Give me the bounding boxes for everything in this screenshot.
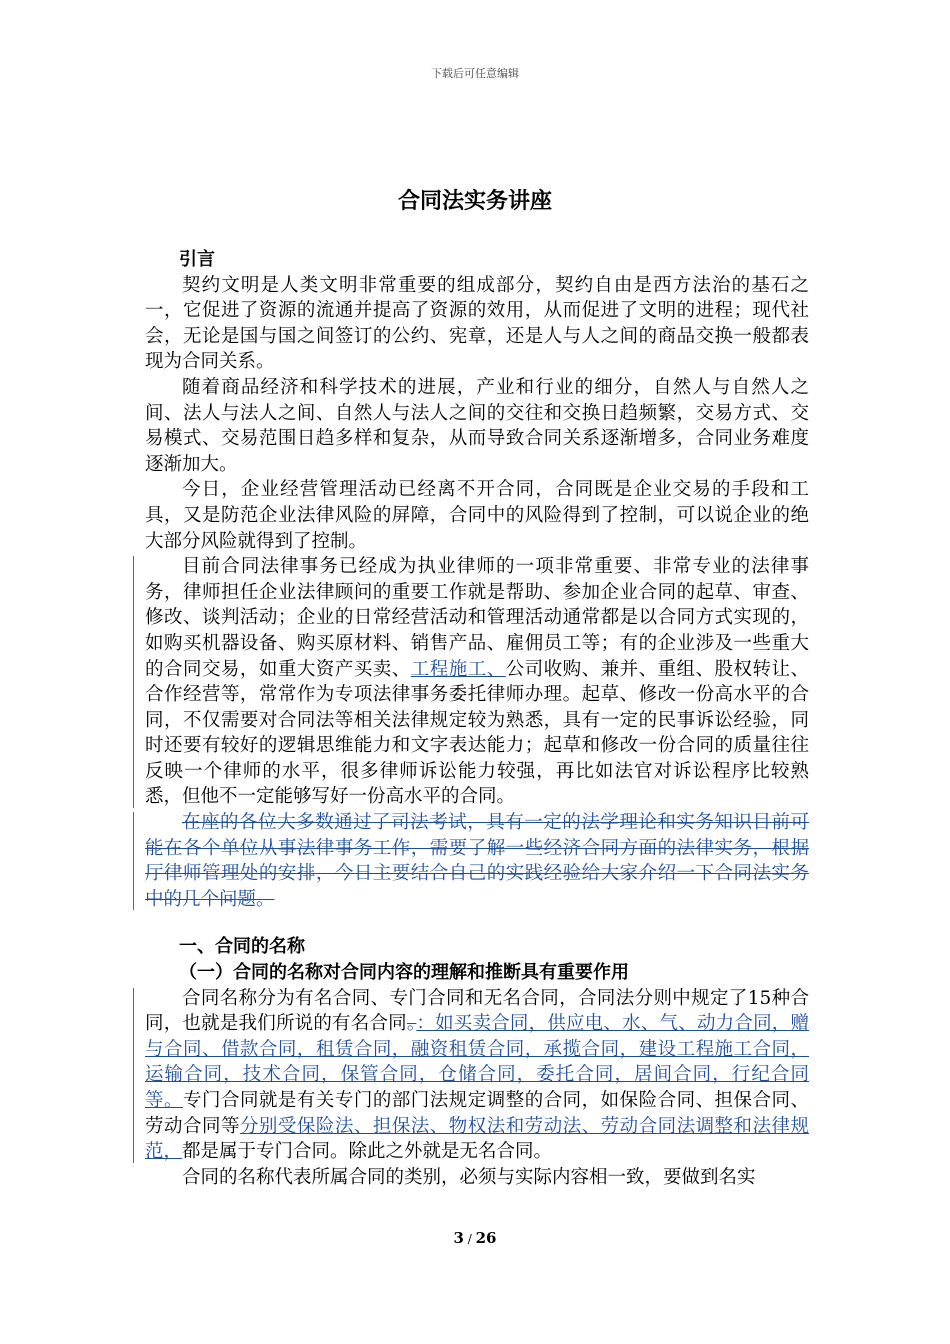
spacer: [145, 912, 809, 934]
insertion-mark: ：如买卖合同，供应电、水、气、动力合同，赠与合同、借款合同，租赁合同，融资租赁合同，承揽合同，建设工程施工合同，运输合同，技术合同，保管合同，仓储合同，委托合同，居间合同，行纪合同等。: [145, 1013, 809, 1111]
section-1-subheading: （一）合同的名称对合同内容的理解和推断具有重要作用: [179, 962, 629, 984]
page-number: [0, 1229, 950, 1247]
paragraph-6-text-b: 专门合同就是有关专门的部门法规定调整的合同，如保险合同、担保合同、劳动合同等: [145, 1090, 809, 1137]
section-1-heading: 一、合同的名称: [179, 936, 305, 958]
paragraph-4: [145, 554, 809, 810]
paragraph-5-deleted: [145, 810, 809, 912]
insertion-mark: 分别受保险法、担保法、物权法和劳动法、劳动合同法调整和法律规范，: [145, 1115, 809, 1163]
page-total: 26: [475, 1229, 497, 1247]
paragraph-2: 随着商品经济和科学技术的进展，产业和行业的细分，自然人与自然人之间、法人与法人之间、自然人与法人之间的交往和交换日趋频繁，交易方式、交易模式、交易范围日趋多样和复杂，从而导致合同关系逐渐增多，合同业务难度逐渐加大。: [145, 376, 809, 475]
paragraph-6-text-a: 合同名称分为有名合同、专门合同和无名合同，合同法分则中规定了15种合同，也就是我们所说的有名合同: [145, 987, 809, 1035]
insertion-mark: 工程施工、: [410, 658, 506, 680]
page-current: 3: [453, 1229, 464, 1247]
document-body: [145, 247, 809, 1190]
header-note: 下载后可任意编辑: [431, 67, 519, 80]
deletion-mark: 。: [406, 1013, 417, 1035]
deletion-mark: 在座的各位大多数通过了司法考试，具有一定的法学理论和实务知识目前可能在各个单位从事法律事务工作，需要了解一些经济合同方面的法律实务，根据厅律师管理处的安排，今日主要结合自己的实践经验给大家介绍一下合同法实务中的几个问题。: [145, 812, 809, 910]
page-separator: /: [463, 1232, 476, 1246]
paragraph-6: [145, 986, 809, 1165]
paragraph-1: 契约文明是人类文明非常重要的组成部分，契约自由是西方法治的基石之一，它促进了资源的流通并提高了资源的效用，从而促进了文明的进程；现代社会，无论是国与国之间签订的公约、宪章，还是人与人之间的商品交换一般都表现为合同关系。: [145, 274, 809, 373]
paragraph-6-text-c: 都是属于专门合同。除此之外就是无名合同。: [182, 1141, 553, 1163]
intro-heading: 引言: [179, 249, 215, 270]
paragraph-4-text-b: 公司收购、兼并、重组、股权转让、合作经营等，常常作为专项法律事务委托律师办理。起草、修改一份高水平的合同，不仅需要对合同法等相关法律规定较为熟悉，具有一定的民事诉讼经验，同时还要有较好的逻辑思维能力和文字表达能力；起草和修改一份合同的质量往往反映一个律师的水平，很多律师诉讼能力较强，再比如法官对诉讼程序比较熟悉，但他不一定能够写好一份高水平的合同。: [145, 658, 809, 808]
paragraph-7: 合同的名称代表所属合同的类别，必须与实际内容相一致，要做到名实: [182, 1166, 756, 1188]
paragraph-4-text-a: 目前合同法律事务已经成为执业律师的一项非常重要、非常专业的法律事务，律师担任企业法律顾问的重要工作就是帮助、参加企业合同的起草、审查、修改、谈判活动；企业的日常经营活动和管理活动通常都是以合同方式实现的，如购买机器设备、购买原材料、销售产品、雇佣员工等；有的企业涉及一些重大的合同交易，如重大资产买卖、: [145, 556, 809, 680]
paragraph-3: 今日，企业经营管理活动已经离不开合同，合同既是企业交易的手段和工具，又是防范企业法律风险的屏障，合同中的风险得到了控制，可以说企业的绝大部分风险就得到了控制。: [145, 479, 809, 552]
page-title: 合同法实务讲座: [397, 189, 552, 214]
